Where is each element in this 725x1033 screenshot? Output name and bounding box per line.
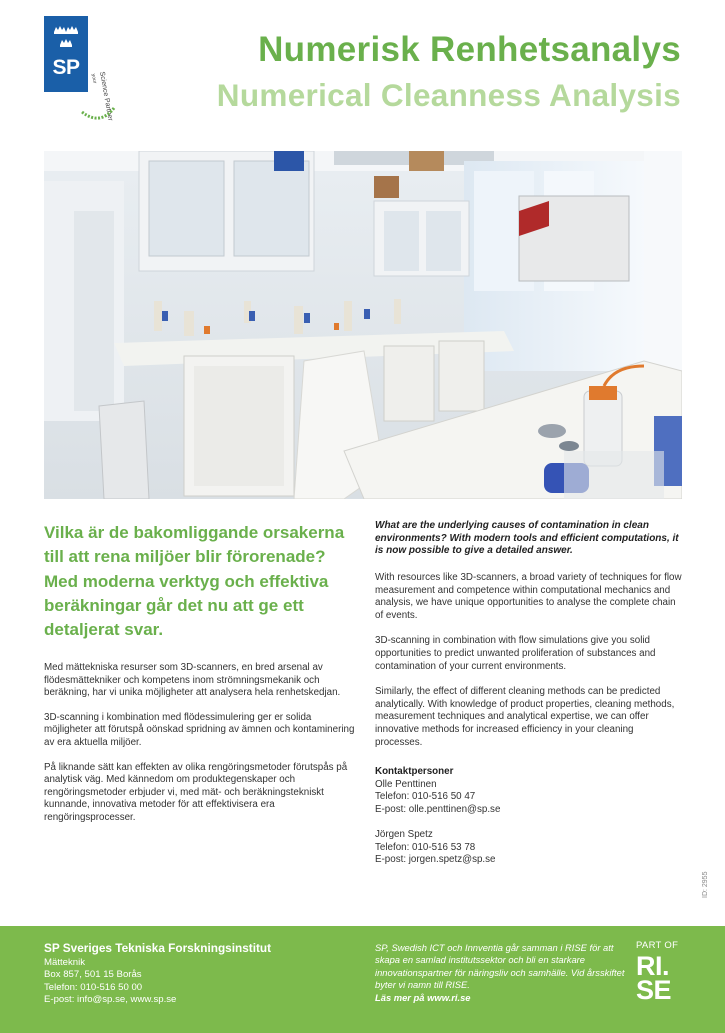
title-english: Numerical Cleanness Analysis — [216, 77, 681, 113]
footer — [0, 926, 725, 1033]
lead-swedish: Vilka är de bakomliggande orsakerna till att rena miljöer blir förorenade? Med moderna verktyg och effektiva beräkningar går det nu att ge ett detaljerat svar. — [44, 523, 345, 640]
footer-dept: Mätteknik — [44, 956, 86, 968]
contact-email[interactable]: E-post: olle.penttinen@sp.se — [375, 803, 501, 815]
document-id-text: ID: 2955 — [702, 871, 709, 898]
contact-phone: Telefon: 010-516 53 78 — [375, 841, 476, 853]
contact-name: Olle Penttinen — [375, 778, 437, 790]
paragraph: 3D-scanning in combination with flow simulations give you solid opportunities to predict unwanted proliferation of substances and contamination of your current environments. — [375, 635, 656, 672]
body-english — [375, 572, 683, 762]
three-crowns-icon — [50, 22, 82, 50]
paragraph: 3D-scanning i kombination med flödessimulering ger er solida möjligheter att förutspå oönskad spridning av ämnen och kontaminering av era aktuella miljöer. — [44, 711, 355, 748]
contact-heading: Kontaktpersoner — [375, 766, 454, 777]
footer-phone: Telefon: 010-516 50 00 — [44, 981, 143, 993]
logo-text: SP — [52, 56, 80, 79]
footer-merger-note — [375, 942, 625, 1004]
title-swedish: Numerisk Renhetsanalys — [258, 30, 681, 69]
merger-text: SP, Swedish ICT och Innventia går samman i RISE för att skapa en samlad institutssektor och bli en starkare innovationspartner för näringsliv och samhälle. Vid årsskiftet byter vi namn till RISE. — [375, 942, 625, 991]
svg-text:your: your — [90, 73, 98, 84]
contact-section — [375, 766, 615, 867]
lead-english: What are the underlying causes of contamination in clean environments? With modern tools and efficient computations, it is now possible to give a detailed answer. — [375, 520, 679, 557]
paragraph: På liknande sätt kan effekten av olika rengöringsmetoder förutspås på analytisk väg. Med kännedom om produktegenskaper och rengöringsmetoder erbjuder vi, med mät- och beräkningstekniskt kunnande, innovativa metoder för att effektivisera era rengöringsprocesser. — [44, 761, 348, 823]
laboratory-photo — [44, 151, 682, 499]
contact-phone: Telefon: 010-516 50 47 — [375, 791, 476, 803]
svg-text:Science Partner: Science Partner — [98, 71, 114, 122]
rise-logo — [636, 940, 688, 1022]
footer-email[interactable]: E-post: info@sp.se, www.sp.se — [44, 994, 177, 1006]
paragraph: With resources like 3D-scanners, a broad variety of techniques for flow measurement and competence within computational mechanics and analysis, we have unique opportunities to analyse the complete chain of events. — [375, 572, 682, 621]
rise-part-of: PART OF — [636, 940, 679, 951]
footer-org: SP Sveriges Tekniska Forskningsinstitut — [44, 941, 272, 955]
paragraph: Med mättekniska resurser som 3D-scanners, en bred arsenal av flödesmättekniker och kompetens inom strömningsmekanik och beräkning, har vi unika möjligheter att analysera hela renhetskedjan. — [44, 662, 341, 699]
contact-email[interactable]: E-post: jorgen.spetz@sp.se — [375, 854, 496, 866]
read-more-link[interactable]: Läs mer på www.ri.se — [375, 991, 471, 1003]
footer-address — [44, 942, 344, 1007]
footer-address-line: Box 857, 501 15 Borås — [44, 969, 142, 981]
contact-name: Jörgen Spetz — [375, 828, 433, 840]
science-partner-tagline — [70, 64, 120, 124]
rise-line-2: SE — [636, 975, 672, 1005]
document-id — [698, 858, 710, 898]
paragraph: Similarly, the effect of different cleaning methods can be predicted analytically. With knowledge of product properties, cleaning methods, measurement techniques and analytical expertise, we can offer innovative methods for increased efficiency in your cleaning processes. — [375, 686, 675, 748]
body-swedish — [44, 662, 359, 837]
rise-line-1: RI. — [636, 951, 670, 981]
